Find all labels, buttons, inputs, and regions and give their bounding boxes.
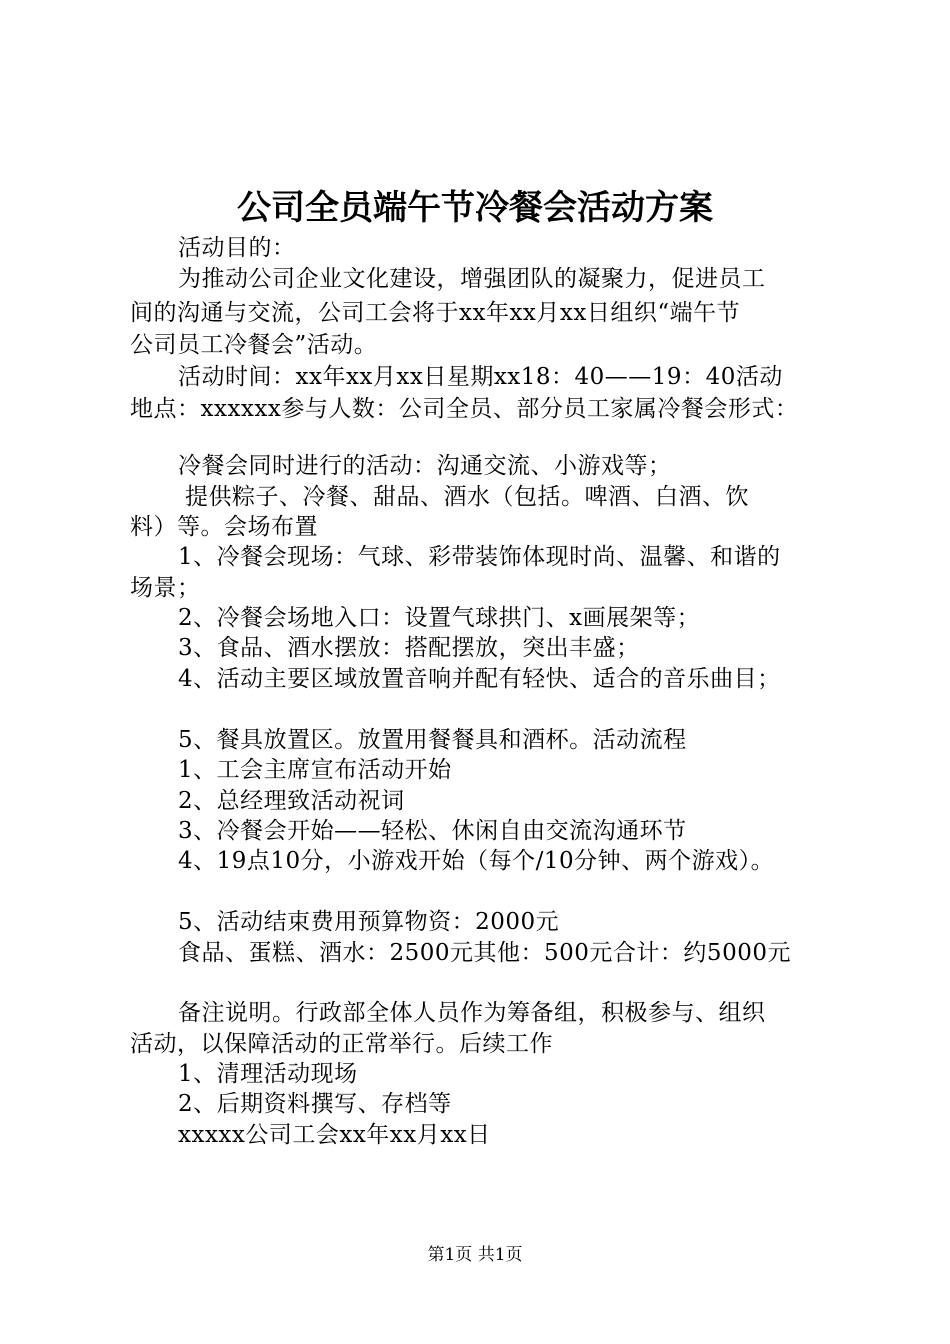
page-footer: 第1页 共1页: [427, 1245, 523, 1265]
paragraph-line: 提供粽子、冷餐、甜品、酒水（包括。啤酒、白酒、饮: [185, 484, 749, 510]
paragraph-line: 4、活动主要区域放置音响并配有轻快、适合的音乐曲目；: [178, 666, 781, 692]
paragraph-line: 3、冷餐会开始——轻松、休闲自由交流沟通环节: [178, 818, 687, 844]
paragraph-line: 2、总经理致活动祝词: [178, 788, 405, 814]
paragraph-line: 公司员工冷餐会”活动。: [130, 332, 378, 358]
paragraph-line: 1、清理活动现场: [178, 1061, 358, 1087]
paragraph-line: 活动时间：xx年xx月xx日星期xx18：40——19：40活动: [178, 364, 783, 390]
paragraph-line: 5、餐具放置区。放置用餐餐具和酒杯。活动流程: [178, 727, 687, 753]
paragraph-line: 食品、蛋糕、酒水：2500元其他：500元合计：约5000元: [178, 940, 791, 966]
paragraph-line: 为推动公司企业文化建设，增强团队的凝聚力，促进员工: [178, 266, 766, 292]
paragraph-line: 活动，以保障活动的正常举行。后续工作: [130, 1031, 553, 1057]
paragraph-line: 3、食品、酒水摆放：搭配摆放，突出丰盛；: [178, 635, 640, 661]
paragraph-line: 场景；: [130, 575, 201, 601]
paragraph-line: 料）等。会场布置: [130, 514, 318, 540]
document-title: 公司全员端午节冷餐会活动方案: [237, 188, 713, 228]
paragraph-line: 备注说明。行政部全体人员作为筹备组，积极参与、组织: [178, 1000, 766, 1026]
paragraph-line: 地点：xxxxxx参与人数：公司全员、部分员工家属冷餐会形式：: [130, 396, 799, 422]
paragraph-line: 4、19点10分，小游戏开始（每个/10分钟、两个游戏）。: [178, 848, 775, 874]
paragraph-line: 5、活动结束费用预算物资：2000元: [178, 909, 560, 935]
paragraph-line: 活动目的：: [178, 235, 296, 261]
paragraph-line: 2、冷餐会场地入口：设置气球拱门、x画展架等；: [178, 605, 701, 631]
paragraph-line: 1、工会主席宣布活动开始: [178, 757, 452, 783]
paragraph-line: 2、后期资料撰写、存档等: [178, 1091, 452, 1117]
paragraph-line: 间的沟通与交流，公司工会将于xx年xx月xx日组织“端午节: [130, 300, 741, 326]
signature-line: xxxxx公司工会xx年xx月xx日: [178, 1122, 491, 1148]
paragraph-line: 冷餐会同时进行的活动：沟通交流、小游戏等；: [178, 453, 672, 479]
paragraph-line: 1、冷餐会现场：气球、彩带装饰体现时尚、温馨、和谐的: [178, 544, 781, 570]
